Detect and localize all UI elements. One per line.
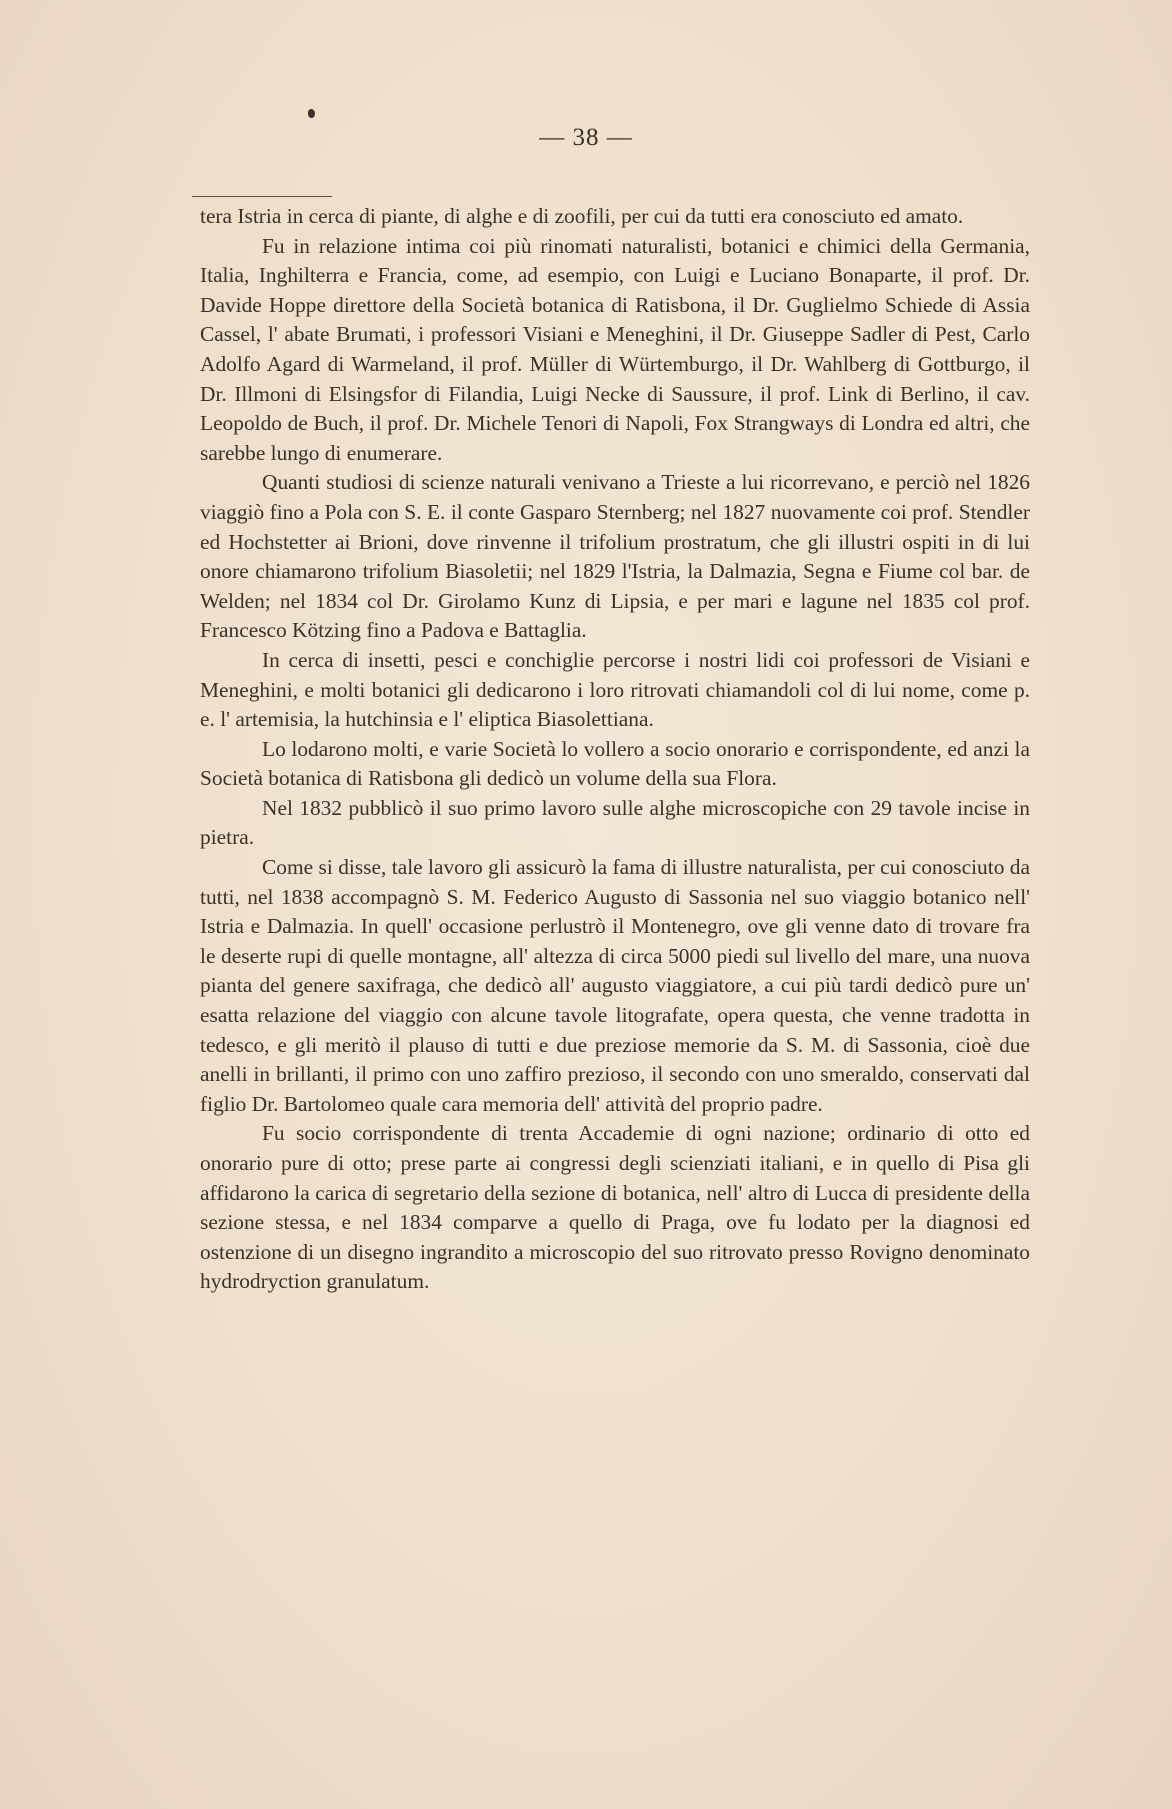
paragraph-5: Lo lodarono molti, e varie Società lo vollero a socio onorario e corrispondente, ed anzi la Società botanica di Ratisbona gli dedicò un volume della sua Flora. (200, 736, 1030, 791)
paragraph-3: Quanti studiosi di scienze naturali venivano a Trieste a lui ricorrevano, e perciò nel 1826 viaggiò fino a Pola con S. E. il conte Gasparo Sternberg; nel 1827 nuovamente coi prof. Stendler ed Hochstetter ai Brioni, dove rinvenne il trifolium prostratum, che gli illustri ospiti in di lui onore chiamarono trifolium Biasoletii; nel 1829 l'Istria, la Dalmazia, Segna e Fiume col bar. de Welden; nel 1834 col Dr. Girolamo Kunz di Lipsia, e per mari e lagune nel 1835 col prof. Francesco Kötzing fino a Padova e Battaglia. (200, 470, 1030, 643)
body-text (200, 202, 1030, 1297)
paragraph-1: tera Istria in cerca di piante, di alghe e di zoofili, per cui da tutti era conosciuto ed amato. (200, 204, 964, 228)
paragraph-4: In cerca di insetti, pesci e conchiglie percorse i nostri lidi coi professori de Visiani e Meneghini, e molti botanici gli dedicarono i loro ritrovati chiamandoli col di lui nome, come p. e. l' artemisia, la hutchinsia e l' eliptica Biasolettiana. (200, 647, 1030, 732)
ink-spot (308, 109, 315, 118)
paragraph-8: Fu socio corrispondente di trenta Accademie di ogni nazione; ordinario di otto ed onorario pure di otto; prese parte ai congressi degli scienziati italiani, e in quello di Pisa gli affidarono la carica di segretario della sezione di botanica, nell' altro di Lucca di presidente della sezione stessa, e nel 1834 comparve a quello di Praga, ove fu lodato per la diagnosi ed ostenzione di un disegno ingrandito a microscopio del suo ritrovato presso Rovigno denominato hydrodryction granulatum. (200, 1121, 1030, 1294)
top-rule (192, 196, 332, 197)
paragraph-6: Nel 1832 pubblicò il suo primo lavoro sulle alghe microscopiche con 29 tavole incise in pietra. (200, 795, 1030, 850)
paragraph-2: Fu in relazione intima coi più rinomati naturalisti, botanici e chimici della Germania, Italia, Inghilterra e Francia, come, ad esempio, con Luigi e Luciano Bonaparte, il prof. Dr. Davide Hoppe direttore della Società botanica di Ratisbona, il Dr. Guglielmo Schiede di Assia Cassel, l' abate Brumati, i professori Visiani e Meneghini, il Dr. Giuseppe Sadler di Pest, Carlo Adolfo Agard di Warmeland, il prof. Müller di Würtemburgo, il Dr. Wahlberg di Gottburgo, il Dr. Illmoni di Elsingsfor di Filandia, Luigi Necke di Saussure, il prof. Link di Berlino, il cav. Leopoldo de Buch, il prof. Dr. Michele Tenori di Napoli, Fox Strangways di Londra ed altri, che sarebbe lungo di enumerare. (200, 233, 1030, 465)
paragraph-7: Come si disse, tale lavoro gli assicurò la fama di illustre naturalista, per cui conosciuto da tutti, nel 1838 accompagnò S. M. Federico Augusto di Sassonia nel suo viaggio botanico nell' Istria e Dalmazia. In quell' occasione perlustrò il Montenegro, ove gli venne dato di trovare fra le deserte rupi di quelle montagne, all' altezza di circa 5000 piedi sul livello del mare, una nuova pianta del genere saxifraga, che dedicò all' augusto viaggiatore, a cui più tardi dedicò pure un' esatta relazione del viaggio con alcune tavole litografate, opera questa, che venne tradotta in tedesco, e gli meritò il plauso di tutti e due preziose memorie da S. M. di Sassonia, cioè due anelli in brillanti, il primo con uno zaffiro prezioso, il secondo con uno smeraldo, conservati dal figlio Dr. Bartolomeo quale cara memoria dell' attività del proprio padre. (200, 855, 1030, 1116)
page-number: — 38 — (539, 124, 633, 151)
